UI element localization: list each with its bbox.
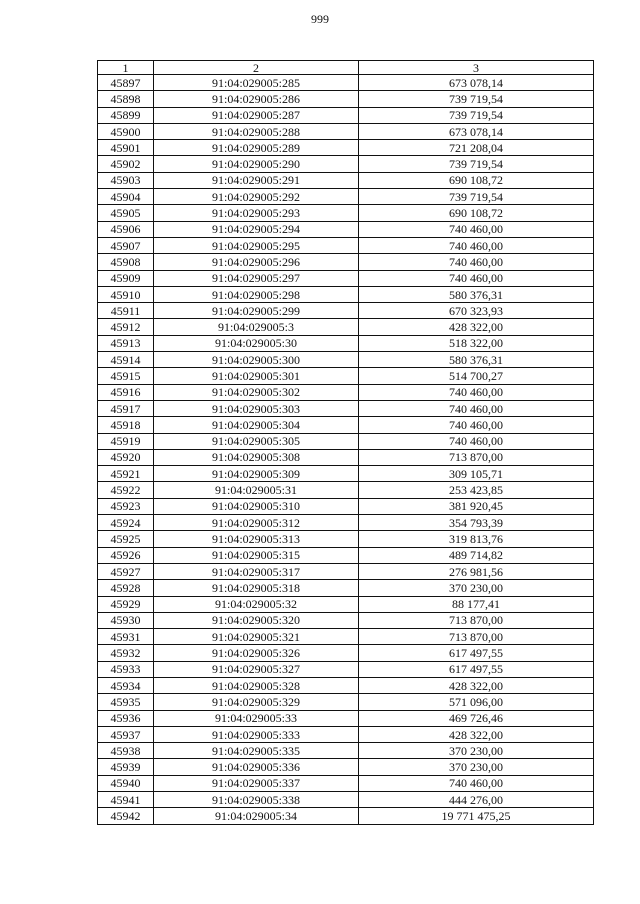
cadastral-number-cell: 91:04:029005:296 — [154, 254, 359, 270]
table-row — [98, 710, 594, 726]
table-row — [98, 319, 594, 335]
value-cell: 739 719,54 — [359, 91, 594, 107]
row-number-cell: 45934 — [98, 677, 154, 693]
row-number-cell: 45930 — [98, 612, 154, 628]
cadastral-number-cell: 91:04:029005:326 — [154, 645, 359, 661]
cadastral-number-cell: 91:04:029005:34 — [154, 808, 359, 824]
row-number-cell: 45936 — [98, 710, 154, 726]
cadastral-number-cell: 91:04:029005:286 — [154, 91, 359, 107]
table-row — [98, 515, 594, 531]
cadastral-number-cell: 91:04:029005:338 — [154, 792, 359, 808]
cadastral-number-cell: 91:04:029005:298 — [154, 286, 359, 302]
value-cell: 253 423,85 — [359, 482, 594, 498]
cadastral-number-cell: 91:04:029005:292 — [154, 189, 359, 205]
table-row — [98, 286, 594, 302]
cadastral-number-cell: 91:04:029005:333 — [154, 726, 359, 742]
row-number-cell: 45942 — [98, 808, 154, 824]
table-row — [98, 400, 594, 416]
value-cell: 580 376,31 — [359, 352, 594, 368]
row-number-cell: 45899 — [98, 107, 154, 123]
row-number-cell: 45931 — [98, 629, 154, 645]
value-cell: 518 322,00 — [359, 335, 594, 351]
row-number-cell: 45920 — [98, 449, 154, 465]
table-row — [98, 449, 594, 465]
table-row — [98, 726, 594, 742]
cadastral-number-cell: 91:04:029005:294 — [154, 221, 359, 237]
value-cell: 740 460,00 — [359, 237, 594, 253]
table-row — [98, 596, 594, 612]
row-number-cell: 45925 — [98, 531, 154, 547]
value-cell: 370 230,00 — [359, 580, 594, 596]
table-row — [98, 352, 594, 368]
cadastral-number-cell: 91:04:029005:302 — [154, 384, 359, 400]
row-number-cell: 45933 — [98, 661, 154, 677]
value-cell: 740 460,00 — [359, 221, 594, 237]
table-row — [98, 531, 594, 547]
value-cell: 309 105,71 — [359, 466, 594, 482]
table-row — [98, 482, 594, 498]
row-number-cell: 45922 — [98, 482, 154, 498]
table-row — [98, 808, 594, 824]
cadastral-number-cell: 91:04:029005:289 — [154, 140, 359, 156]
cadastral-number-cell: 91:04:029005:308 — [154, 449, 359, 465]
row-number-cell: 45937 — [98, 726, 154, 742]
table-row — [98, 775, 594, 791]
table-row — [98, 433, 594, 449]
value-cell: 19 771 475,25 — [359, 808, 594, 824]
cadastral-number-cell: 91:04:029005:312 — [154, 515, 359, 531]
value-cell: 739 719,54 — [359, 156, 594, 172]
value-cell: 740 460,00 — [359, 400, 594, 416]
table-row — [98, 547, 594, 563]
table-row — [98, 417, 594, 433]
row-number-cell: 45902 — [98, 156, 154, 172]
row-number-cell: 45932 — [98, 645, 154, 661]
row-number-cell: 45939 — [98, 759, 154, 775]
table-row — [98, 498, 594, 514]
table-row — [98, 694, 594, 710]
page-number: 999 — [311, 12, 329, 26]
value-cell: 370 230,00 — [359, 743, 594, 759]
table-row — [98, 580, 594, 596]
cadastral-number-cell: 91:04:029005:304 — [154, 417, 359, 433]
value-cell: 88 177,41 — [359, 596, 594, 612]
value-cell: 690 108,72 — [359, 205, 594, 221]
table-row — [98, 368, 594, 384]
table-row — [98, 156, 594, 172]
table-row — [98, 205, 594, 221]
row-number-cell: 45926 — [98, 547, 154, 563]
table-header-row — [98, 61, 594, 75]
cadastral-number-cell: 91:04:029005:3 — [154, 319, 359, 335]
value-cell: 428 322,00 — [359, 726, 594, 742]
value-cell: 739 719,54 — [359, 107, 594, 123]
row-number-cell: 45921 — [98, 466, 154, 482]
data-table — [97, 60, 594, 825]
table-row — [98, 91, 594, 107]
value-cell: 740 460,00 — [359, 417, 594, 433]
value-cell: 319 813,76 — [359, 531, 594, 547]
cadastral-number-cell: 91:04:029005:32 — [154, 596, 359, 612]
row-number-cell: 45903 — [98, 172, 154, 188]
row-number-cell: 45912 — [98, 319, 154, 335]
row-number-cell: 45935 — [98, 694, 154, 710]
cadastral-number-cell: 91:04:029005:313 — [154, 531, 359, 547]
row-number-cell: 45898 — [98, 91, 154, 107]
value-cell: 489 714,82 — [359, 547, 594, 563]
cadastral-number-cell: 91:04:029005:285 — [154, 75, 359, 91]
value-cell: 514 700,27 — [359, 368, 594, 384]
cadastral-number-cell: 91:04:029005:290 — [154, 156, 359, 172]
value-cell: 370 230,00 — [359, 759, 594, 775]
row-number-cell: 45916 — [98, 384, 154, 400]
cadastral-number-cell: 91:04:029005:321 — [154, 629, 359, 645]
value-cell: 428 322,00 — [359, 677, 594, 693]
table-row — [98, 384, 594, 400]
value-cell: 276 981,56 — [359, 563, 594, 579]
row-number-cell: 45905 — [98, 205, 154, 221]
row-number-cell: 45938 — [98, 743, 154, 759]
value-cell: 721 208,04 — [359, 140, 594, 156]
table-row — [98, 335, 594, 351]
row-number-cell: 45919 — [98, 433, 154, 449]
row-number-cell: 45929 — [98, 596, 154, 612]
cadastral-number-cell: 91:04:029005:317 — [154, 563, 359, 579]
row-number-cell: 45904 — [98, 189, 154, 205]
cadastral-number-cell: 91:04:029005:315 — [154, 547, 359, 563]
value-cell: 713 870,00 — [359, 612, 594, 628]
value-cell: 673 078,14 — [359, 75, 594, 91]
cadastral-number-cell: 91:04:029005:288 — [154, 123, 359, 139]
value-cell: 690 108,72 — [359, 172, 594, 188]
cadastral-number-cell: 91:04:029005:293 — [154, 205, 359, 221]
cadastral-number-cell: 91:04:029005:291 — [154, 172, 359, 188]
value-cell: 571 096,00 — [359, 694, 594, 710]
table-row — [98, 237, 594, 253]
row-number-cell: 45918 — [98, 417, 154, 433]
row-number-cell: 45909 — [98, 270, 154, 286]
table-row — [98, 303, 594, 319]
cadastral-number-cell: 91:04:029005:329 — [154, 694, 359, 710]
cadastral-number-cell: 91:04:029005:328 — [154, 677, 359, 693]
value-cell: 740 460,00 — [359, 270, 594, 286]
table-row — [98, 466, 594, 482]
table-row — [98, 254, 594, 270]
row-number-cell: 45906 — [98, 221, 154, 237]
row-number-cell: 45941 — [98, 792, 154, 808]
cadastral-number-cell: 91:04:029005:320 — [154, 612, 359, 628]
value-cell: 740 460,00 — [359, 384, 594, 400]
table-row — [98, 661, 594, 677]
cadastral-number-cell: 91:04:029005:337 — [154, 775, 359, 791]
row-number-cell: 45924 — [98, 515, 154, 531]
table-row — [98, 75, 594, 91]
cadastral-number-cell: 91:04:029005:310 — [154, 498, 359, 514]
row-number-cell: 45907 — [98, 237, 154, 253]
row-number-cell: 45928 — [98, 580, 154, 596]
row-number-cell: 45910 — [98, 286, 154, 302]
row-number-cell: 45900 — [98, 123, 154, 139]
cadastral-number-cell: 91:04:029005:30 — [154, 335, 359, 351]
value-cell: 469 726,46 — [359, 710, 594, 726]
table-row — [98, 107, 594, 123]
row-number-cell: 45940 — [98, 775, 154, 791]
table-row — [98, 123, 594, 139]
table-row — [98, 743, 594, 759]
value-cell: 740 460,00 — [359, 254, 594, 270]
value-cell: 617 497,55 — [359, 645, 594, 661]
column-header-3: 3 — [359, 61, 594, 75]
table-row — [98, 172, 594, 188]
cadastral-number-cell: 91:04:029005:295 — [154, 237, 359, 253]
value-cell: 740 460,00 — [359, 775, 594, 791]
cadastral-number-cell: 91:04:029005:303 — [154, 400, 359, 416]
cadastral-number-cell: 91:04:029005:318 — [154, 580, 359, 596]
cadastral-number-cell: 91:04:029005:297 — [154, 270, 359, 286]
row-number-cell: 45913 — [98, 335, 154, 351]
value-cell: 673 078,14 — [359, 123, 594, 139]
value-cell: 444 276,00 — [359, 792, 594, 808]
value-cell: 617 497,55 — [359, 661, 594, 677]
row-number-cell: 45927 — [98, 563, 154, 579]
cadastral-number-cell: 91:04:029005:287 — [154, 107, 359, 123]
row-number-cell: 45897 — [98, 75, 154, 91]
table-row — [98, 270, 594, 286]
row-number-cell: 45923 — [98, 498, 154, 514]
row-number-cell: 45908 — [98, 254, 154, 270]
value-cell: 713 870,00 — [359, 449, 594, 465]
value-cell: 740 460,00 — [359, 433, 594, 449]
cadastral-number-cell: 91:04:029005:305 — [154, 433, 359, 449]
column-header-2: 2 — [154, 61, 359, 75]
cadastral-number-cell: 91:04:029005:335 — [154, 743, 359, 759]
table-body — [98, 75, 594, 825]
table-row — [98, 612, 594, 628]
value-cell: 580 376,31 — [359, 286, 594, 302]
table-row — [98, 563, 594, 579]
table-row — [98, 629, 594, 645]
value-cell: 739 719,54 — [359, 189, 594, 205]
column-header-1: 1 — [98, 61, 154, 75]
table-row — [98, 677, 594, 693]
table-row — [98, 140, 594, 156]
cadastral-number-cell: 91:04:029005:33 — [154, 710, 359, 726]
row-number-cell: 45901 — [98, 140, 154, 156]
table-row — [98, 189, 594, 205]
value-cell: 428 322,00 — [359, 319, 594, 335]
value-cell: 713 870,00 — [359, 629, 594, 645]
row-number-cell: 45917 — [98, 400, 154, 416]
cadastral-number-cell: 91:04:029005:309 — [154, 466, 359, 482]
cadastral-number-cell: 91:04:029005:299 — [154, 303, 359, 319]
row-number-cell: 45915 — [98, 368, 154, 384]
table-row — [98, 792, 594, 808]
cadastral-number-cell: 91:04:029005:327 — [154, 661, 359, 677]
table-row — [98, 645, 594, 661]
row-number-cell: 45911 — [98, 303, 154, 319]
value-cell: 381 920,45 — [359, 498, 594, 514]
cadastral-number-cell: 91:04:029005:301 — [154, 368, 359, 384]
table-row — [98, 759, 594, 775]
cadastral-number-cell: 91:04:029005:300 — [154, 352, 359, 368]
value-cell: 354 793,39 — [359, 515, 594, 531]
value-cell: 670 323,93 — [359, 303, 594, 319]
row-number-cell: 45914 — [98, 352, 154, 368]
table-row — [98, 221, 594, 237]
cadastral-number-cell: 91:04:029005:336 — [154, 759, 359, 775]
cadastral-number-cell: 91:04:029005:31 — [154, 482, 359, 498]
